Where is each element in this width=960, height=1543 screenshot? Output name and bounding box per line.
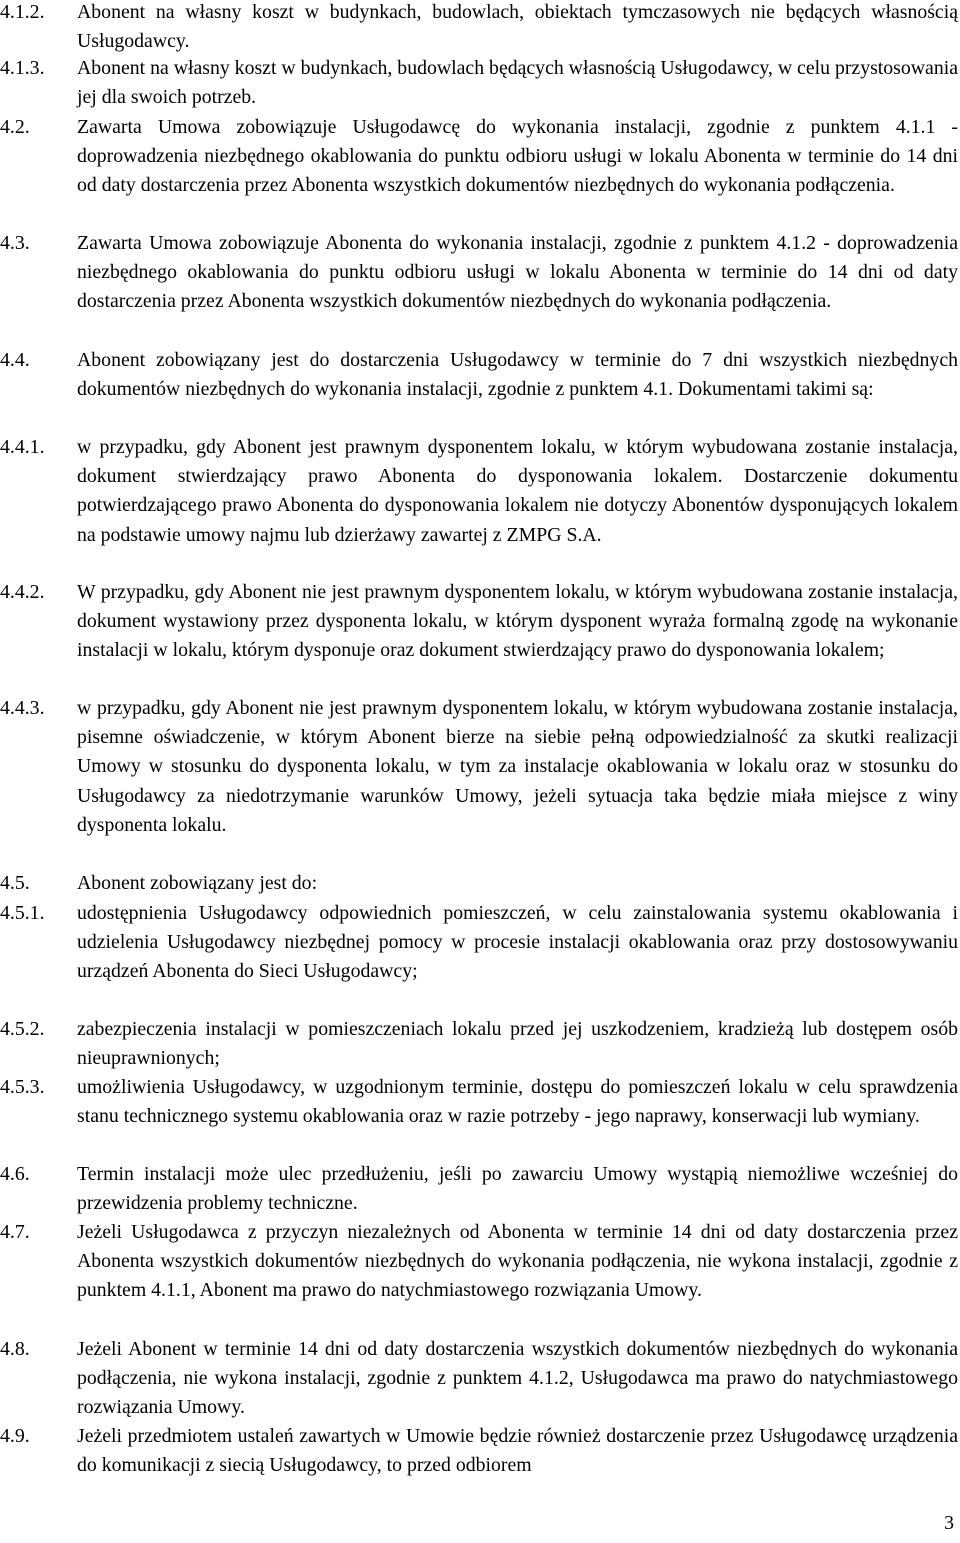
clause-4-5-3 — [0, 1073, 958, 1131]
clause-number: 4.2. — [0, 116, 30, 138]
clause-text: Abonent na własny koszt w budynkach, budowlach, obiektach tymczasowych nie będących własnością Usługodawcy. — [77, 1, 958, 53]
clause-number: 4.7. — [0, 1221, 30, 1243]
clause-number: 4.5.2. — [0, 1018, 45, 1040]
clause-text: Zawarta Umowa zobowiązuje Abonenta do wykonania instalacji, zgodnie z punktem 4.1.2 - doprowadzenia niezbędnego okablowania do punktu odbioru usługi w lokalu Abonenta w terminie do 14 dni od daty dostarczenia przez Abonenta wszystkich dokumentów niezbędnych do wykonania podłączenia. — [77, 232, 958, 313]
page-number: 3 — [944, 1512, 954, 1534]
clause-text: udostępnienia Usługodawcy odpowiednich pomieszczeń, w celu zainstalowania systemu okablowania i udzielenia Usługodawcy niezbędnej pomocy w procesie instalacji okablowania oraz przy dostosowywaniu urządzeń Abonenta do Sieci Usługodawcy; — [77, 902, 958, 983]
clause-4-9 — [0, 1422, 958, 1480]
clause-4-5 — [0, 869, 958, 898]
clause-text: w przypadku, gdy Abonent nie jest prawnym dysponentem lokalu, w którym wybudowana zostanie instalacja, pisemne oświadczenie, w którym Abonent bierze na siebie pełną odpowiedzialność za skutki realizacji Umowy w stosunku do dysponenta lokalu, w tym za instalacje okablowania w lokalu oraz w stosunku do Usługodawcy za niedotrzymanie warunków Umowy, jeżeli sytuacja taka będzie miała miejsce z winy dysponenta lokalu. — [77, 697, 958, 836]
clause-number: 4.5.3. — [0, 1076, 45, 1098]
clause-text: Abonent zobowiązany jest do: — [77, 872, 318, 894]
clause-number: 4.4.1. — [0, 436, 45, 458]
clause-text: Zawarta Umowa zobowiązuje Usługodawcę do wykonania instalacji, zgodnie z punktem 4.1.1 - doprowadzenia niezbędnego okablowania do punktu odbioru usługi w lokalu Abonenta w terminie do 14 dni od daty dostarczenia przez Abonenta wszystkich dokumentów niezbędnych do wykonania podłączenia. — [77, 116, 958, 197]
clause-text: Abonent zobowiązany jest do dostarczenia Usługodawcy w terminie do 7 dni wszystkich niezbędnych dokumentów niezbędnych do wykonania instalacji, zgodnie z punktem 4.1. Dokumentami takimi są: — [77, 349, 958, 401]
clause-4-4 — [0, 346, 958, 404]
clause-number: 4.4.2. — [0, 581, 45, 603]
clause-text: W przypadku, gdy Abonent nie jest prawnym dysponentem lokalu, w którym wybudowana zostanie instalacja, dokument wystawiony przez dysponenta lokalu, w którym dysponent wyraża formalną zgodę na wykonanie instalacji w lokalu, którym dysponuje oraz dokument stwierdzający prawo do dysponowania lokalem; — [77, 581, 958, 662]
clause-4-1-3 — [0, 54, 958, 112]
clause-number: 4.9. — [0, 1425, 30, 1447]
clause-4-7 — [0, 1218, 958, 1306]
clause-4-3 — [0, 229, 958, 317]
clause-4-2 — [0, 113, 958, 201]
clause-text: Jeżeli Usługodawca z przyczyn niezależnych od Abonenta w terminie 14 dni od daty dostarczenia przez Abonenta wszystkich dokumentów niezbędnych do wykonania podłączenia, nie wykona instalacji, zgodnie z punktem 4.1.1, Abonent ma prawo do natychmiastowego rozwiązania Umowy. — [77, 1221, 958, 1302]
clause-number: 4.4.3. — [0, 697, 45, 719]
clause-text: Jeżeli przedmiotem ustaleń zawartych w Umowie będzie również dostarczenie przez Usługodawcę urządzenia do komunikacji z siecią Usługodawcy, to przed odbiorem — [77, 1425, 958, 1477]
clause-text: Abonent na własny koszt w budynkach, budowlach będących własnością Usługodawcy, w celu przystosowania jej dla swoich potrzeb. — [77, 57, 958, 109]
clause-4-8 — [0, 1335, 958, 1423]
clause-text: Jeżeli Abonent w terminie 14 dni od daty dostarczenia wszystkich dokumentów niezbędnych do wykonania podłączenia, nie wykona instalacji, zgodnie z punktem 4.1.2, Usługodawca ma prawo do natychmiastowego rozwiązania Umowy. — [77, 1338, 958, 1419]
clause-number: 4.3. — [0, 232, 30, 254]
clause-4-4-2 — [0, 578, 958, 666]
clause-4-6 — [0, 1160, 958, 1218]
clause-text: zabezpieczenia instalacji w pomieszczeniach lokalu przed jej uszkodzeniem, kradzieżą lub dostępem osób nieuprawnionych; — [77, 1018, 958, 1070]
clause-text: Termin instalacji może ulec przedłużeniu, jeśli po zawarciu Umowy wystąpią niemożliwe wcześniej do przewidzenia problemy techniczne. — [77, 1163, 958, 1215]
clause-4-5-2 — [0, 1015, 958, 1073]
clause-number: 4.8. — [0, 1338, 30, 1360]
clause-number: 4.5.1. — [0, 902, 45, 924]
clause-4-4-1 — [0, 433, 958, 550]
clause-4-1-2 — [0, 0, 958, 56]
clause-number: 4.1.2. — [0, 1, 45, 23]
clause-number: 4.6. — [0, 1163, 30, 1185]
clause-number: 4.1.3. — [0, 57, 45, 79]
clause-text: umożliwienia Usługodawcy, w uzgodnionym terminie, dostępu do pomieszczeń lokalu w celu sprawdzenia stanu technicznego systemu okablowania oraz w razie potrzeby - jego naprawy, konserwacji lub wymiany. — [77, 1076, 958, 1128]
clause-text: w przypadku, gdy Abonent jest prawnym dysponentem lokalu, w którym wybudowana zostanie instalacja, dokument stwierdzający prawo Abonenta do dysponowania lokalem. Dostarczenie dokumentu potwierdzającego prawo Abonenta do dysponowania lokalem nie dotyczy Abonentów dysponujących lokalem na podstawie umowy najmu lub dzierżawy zawartej z ZMPG S.A. — [77, 436, 958, 546]
clause-4-4-3 — [0, 694, 958, 840]
clause-number: 4.5. — [0, 872, 30, 894]
clause-4-5-1 — [0, 899, 958, 987]
clause-number: 4.4. — [0, 349, 30, 371]
